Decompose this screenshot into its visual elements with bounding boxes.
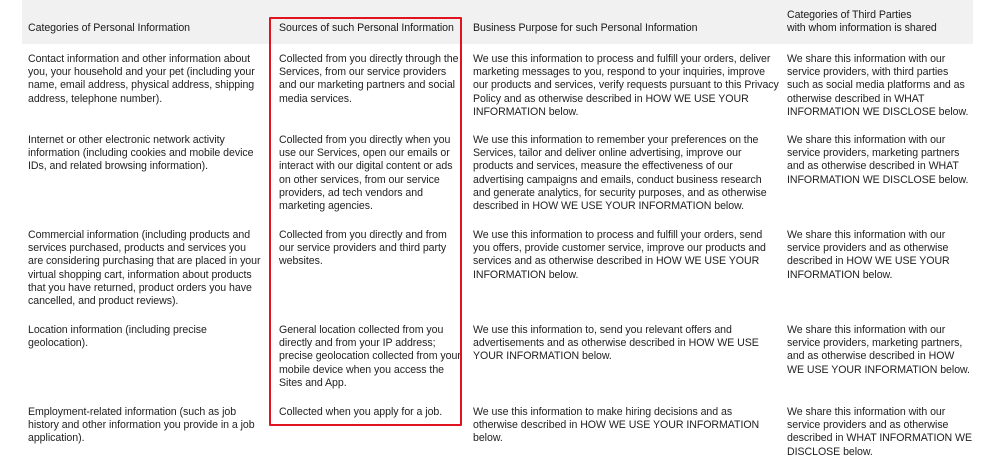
table-cell: We share this information with our service providers and as otherwise described in WHAT INFORMATION WE DISCLOSE below.: [787, 406, 972, 458]
table-cell: We share this information with our service providers and as otherwise described in HOW WE USE YOUR INFORMATION below.: [787, 229, 950, 281]
table-cell: Employment-related information (such as job history and other information you provide in a job application).: [28, 406, 255, 445]
table-cell: We use this information to make hiring decisions and as otherwise described in HOW WE USE YOUR INFORMATION below.: [473, 406, 760, 445]
table-cell: We share this information with our service providers, with third parties such as social media platforms and as otherwise described in WHAT INFORMATION WE DISCLOSE below.: [787, 53, 969, 118]
table-cell: Location information (including precise geolocation).: [28, 324, 207, 350]
table-cell: Collected from you directly through the Services, from our service providers and our marketing partners and social media services.: [279, 53, 459, 105]
table-cell: We share this information with our service providers, marketing partners and as otherwise described in WHAT INFORMATION WE DISCLOSE below.: [787, 134, 969, 186]
sources-column-highlight: [269, 17, 462, 426]
table-cell: Collected from you directly when you use our Services, open our emails or interact with our digital content or ads on other services, from our service providers, ad tech vendors and marketing agencies.: [279, 134, 453, 213]
header-sources: Sources of such Personal Information: [279, 22, 454, 34]
header-third-parties: Categories of Third Parties with whom information is shared: [787, 9, 937, 35]
header-business-purpose: Business Purpose for such Personal Information: [473, 22, 698, 34]
table-cell: We share this information with our service providers, marketing partners, and as otherwise described in HOW WE USE YOUR INFORMATION below.: [787, 324, 970, 376]
table-cell: We use this information to, send you relevant offers and advertisements and as otherwise described in HOW WE USE YOUR INFORMATION below.: [473, 324, 759, 363]
table-cell: We use this information to remember your preferences on the Services, tailor and deliver online advertising, improve our products and services, measure the effectiveness of our advertising campaigns and emails, conduct business research and generate analytics, for security purposes, and as otherwise described in HOW WE USE YOUR INFORMATION below.: [473, 134, 767, 213]
header-categories: Categories of Personal Information: [28, 22, 191, 34]
table-cell: Contact information and other information about you, your household and your pet (including your name, email address, physical address, shipping address, telephone number).: [28, 53, 255, 105]
table-cell: We use this information to process and fulfill your orders, deliver marketing messages to you, respond to your inquiries, improve our products and services, verify requests pursuant to this Privacy Policy and as otherwise described in HOW WE USE YOUR INFORMATION below.: [473, 53, 779, 118]
table-cell: Commercial information (including products and services purchased, products and services you are considering purchasing that are placed in your virtual shopping cart, information about products that you have returned, product orders you have cancelled, and product reviews).: [28, 229, 261, 308]
table-cell: Collected from you directly and from our service providers and third party websites.: [279, 229, 447, 268]
table-cell: We use this information to process and fulfill your orders, send you offers, provide customer service, improve our products and services and as otherwise described in HOW WE USE YOUR INFORMATION below.: [473, 229, 766, 281]
table-cell: Collected when you apply for a job.: [279, 406, 443, 418]
table-cell: General location collected from you directly and from your IP address; precise geolocation collected from your mobile device when you access the Sites and App.: [279, 324, 461, 389]
table-cell: Internet or other electronic network activity information (including cookies and mobile device IDs, and related browsing information).: [28, 134, 254, 173]
